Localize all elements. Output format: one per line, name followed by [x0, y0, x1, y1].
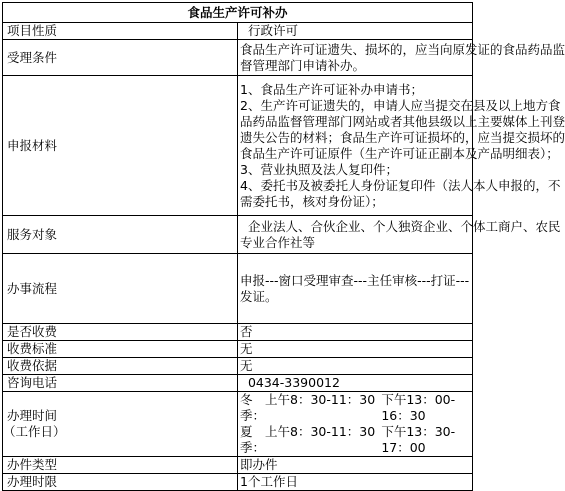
hours-label-line: （工作日） — [3, 424, 66, 439]
materials-line: 4、委托书及被委托人身份证复印件（法人本人申报的，不 — [240, 177, 561, 193]
summer-am: 上午8：30-11：30 — [265, 424, 376, 439]
fee-basis-label: 收费依据 — [3, 358, 238, 375]
winter-season: 冬季： — [240, 392, 266, 423]
fee-standard-label: 收费标准 — [3, 341, 238, 358]
process-value: 申报---窗口受理审查---主任审核---打证---发证。 — [238, 254, 473, 324]
service-targets-value — [238, 216, 561, 254]
conditions-line: 食品生产许可证遗失、损坏的，应当向原发证的食品药品监 — [240, 41, 565, 57]
service-targets-line: 企业法人、合伙企业、个人独资企业、个体工商户、农民 — [240, 218, 561, 234]
doc-type-label: 办件类型 — [3, 457, 238, 474]
phone-label: 咨询电话 — [3, 375, 238, 392]
materials-line: 需委托书，核对身份证）； — [240, 193, 384, 209]
doc-type-value: 即办件 — [238, 457, 473, 474]
materials-line: 2、生产许可证遗失的，申请人应当提交在县及以上地方食 — [240, 97, 561, 113]
materials-label: 申报材料 — [3, 76, 238, 216]
materials-line: 品药品监督管理部门网站或者其他县级以上主要媒体上刊登 — [240, 113, 565, 129]
materials-line: 1、食品生产许可证补办申请书； — [240, 81, 423, 97]
fee-value: 否 — [238, 324, 473, 341]
materials-line: 3、营业执照及法人复印件； — [240, 161, 398, 177]
category-label: 项目性质 — [3, 23, 238, 40]
summer-hours — [240, 424, 470, 456]
conditions-line: 督管理部门申请补办。 — [240, 57, 366, 73]
hours-label-line: 办理时间 — [7, 408, 58, 423]
summer-season: 夏季： — [240, 424, 266, 455]
process-label: 办事流程 — [3, 254, 238, 324]
fee-basis-value: 无 — [238, 358, 473, 375]
materials-line: 食品生产许可证原件（生产许可证正副本及产品明细表）； — [240, 145, 559, 161]
service-targets-label: 服务对象 — [3, 216, 238, 254]
materials-value — [238, 76, 565, 216]
permit-info-table — [2, 2, 565, 491]
time-limit-value: 1个工作日 — [238, 474, 473, 491]
page-title: 食品生产许可补办 — [3, 3, 473, 23]
conditions-value — [238, 40, 565, 76]
service-targets-line: 专业合作社等 — [240, 234, 316, 250]
hours-value — [238, 392, 473, 457]
phone-value: 0434-3390012 — [238, 375, 473, 392]
hours-label — [3, 392, 238, 457]
winter-hours — [240, 392, 470, 424]
fee-standard-value: 无 — [238, 341, 473, 358]
winter-am: 上午8：30-11：30 — [265, 392, 376, 407]
conditions-label: 受理条件 — [3, 40, 238, 76]
fee-label: 是否收费 — [3, 324, 238, 341]
materials-line: 遗失公告的材料；食品生产许可证损坏的，应当提交损坏的 — [240, 129, 565, 145]
time-limit-label: 办理时限 — [3, 474, 238, 491]
summer-pm: 下午13：30-17：00 — [381, 424, 456, 455]
category-value: 行政许可 — [238, 23, 473, 40]
winter-pm: 下午13：00-16：30 — [381, 392, 456, 423]
